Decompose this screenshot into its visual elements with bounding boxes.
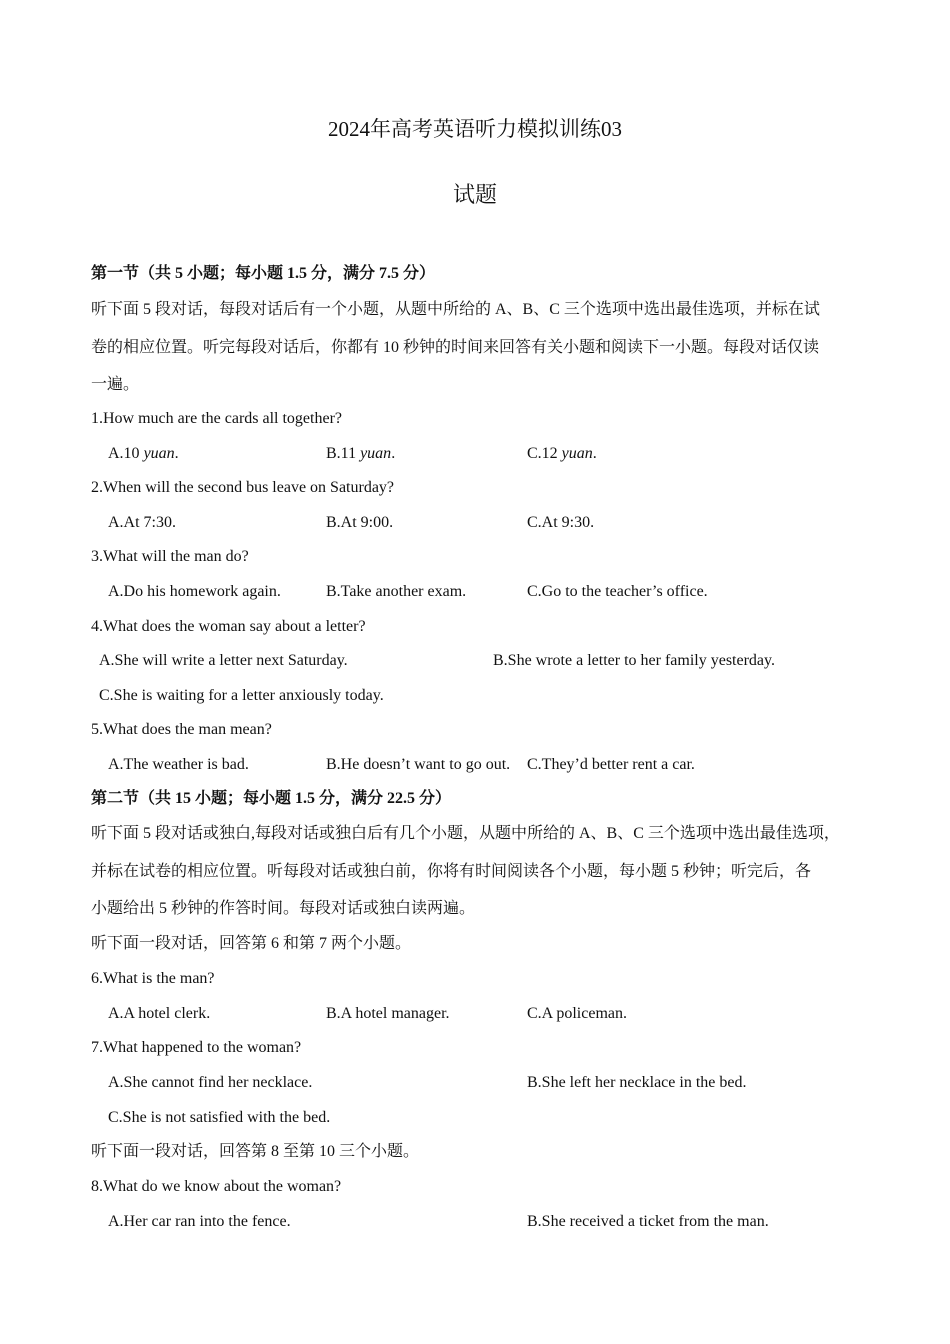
q3-option-a: A.Do his homework again. [108, 583, 281, 600]
q8-option-a: A.Her car ran into the fence. [108, 1213, 291, 1230]
question-1: 1.How much are the cards all together? [91, 410, 343, 427]
question-5: 5.What does the man mean? [91, 721, 272, 738]
q4-option-c: C.She is waiting for a letter anxiously today. [99, 687, 384, 704]
q8-option-b: B.She received a ticket from the man. [527, 1213, 769, 1230]
page-subtitle: 试题 [452, 182, 497, 207]
section2-instruction-line: 听下面 5 段对话或独白,每段对话或独白后有几个小题，从题中所给的 A、B、C 三个选项中选出最佳选项， [91, 825, 840, 842]
q3-option-c: C.Go to the teacher’s office. [527, 583, 708, 600]
group-instruction: 听下面一段对话，回答第 6 和第 7 两个小题。 [91, 935, 412, 952]
q4-option-a: A.She will write a letter next Saturday. [99, 652, 348, 669]
q5-option-c: C.They’d better rent a car. [527, 756, 695, 773]
q1-option-c: C.12 yuan. [527, 445, 597, 462]
page-title: 2024年高考英语听力模拟训练03 [328, 117, 622, 141]
q1-option-a: A.10 yuan. [108, 445, 179, 462]
q7-option-c: C.She is not satisfied with the bed. [108, 1109, 331, 1126]
q5-option-b: B.He doesn’t want to go out. [326, 756, 511, 773]
question-2: 2.When will the second bus leave on Saturday? [91, 479, 395, 496]
q2-option-a: A.At 7:30. [108, 514, 176, 531]
q7-option-b: B.She left her necklace in the bed. [527, 1074, 747, 1091]
question-7: 7.What happened to the woman? [91, 1039, 302, 1056]
q1-option-b: B.11 yuan. [326, 445, 396, 462]
section1-instruction-line: 一遍。 [91, 376, 140, 393]
section2-instruction-line: 并标在试卷的相应位置。听每段对话或独白前，你将有时间阅读各个小题，每小题 5 秒钟；听完后，各 [91, 863, 812, 880]
q2-option-b: B.At 9:00. [326, 514, 394, 531]
q6-option-b: B.A hotel manager. [326, 1005, 450, 1022]
group-instruction: 听下面一段对话，回答第 8 至第 10 三个小题。 [91, 1143, 420, 1160]
section1-heading: 第一节（共 5 小题；每小题 1.5 分，满分 7.5 分） [91, 265, 436, 282]
section1-instruction-line: 听下面 5 段对话，每段对话后有一个小题，从题中所给的 A、B、C 三个选项中选出最佳选项，并标在试 [91, 301, 820, 318]
section1-instruction-line: 卷的相应位置。听完每段对话后，你都有 10 秒钟的时间来回答有关小题和阅读下一小题。每段对话仅读 [91, 339, 820, 356]
q7-option-a: A.She cannot find her necklace. [108, 1074, 313, 1091]
question-6: 6.What is the man? [91, 970, 215, 987]
q5-option-a: A.The weather is bad. [108, 756, 249, 773]
question-3: 3.What will the man do? [91, 548, 249, 565]
q3-option-b: B.Take another exam. [326, 583, 467, 600]
question-8: 8.What do we know about the woman? [91, 1178, 342, 1195]
section2-instruction-line: 小题给出 5 秒钟的作答时间。每段对话或独白读两遍。 [91, 900, 476, 917]
question-4: 4.What does the woman say about a letter? [91, 618, 366, 635]
q2-option-c: C.At 9:30. [527, 514, 595, 531]
q6-option-c: C.A policeman. [527, 1005, 627, 1022]
section2-heading: 第二节（共 15 小题；每小题 1.5 分，满分 22.5 分） [91, 790, 452, 807]
q6-option-a: A.A hotel clerk. [108, 1005, 211, 1022]
q4-option-b: B.She wrote a letter to her family yesterday. [493, 652, 775, 669]
